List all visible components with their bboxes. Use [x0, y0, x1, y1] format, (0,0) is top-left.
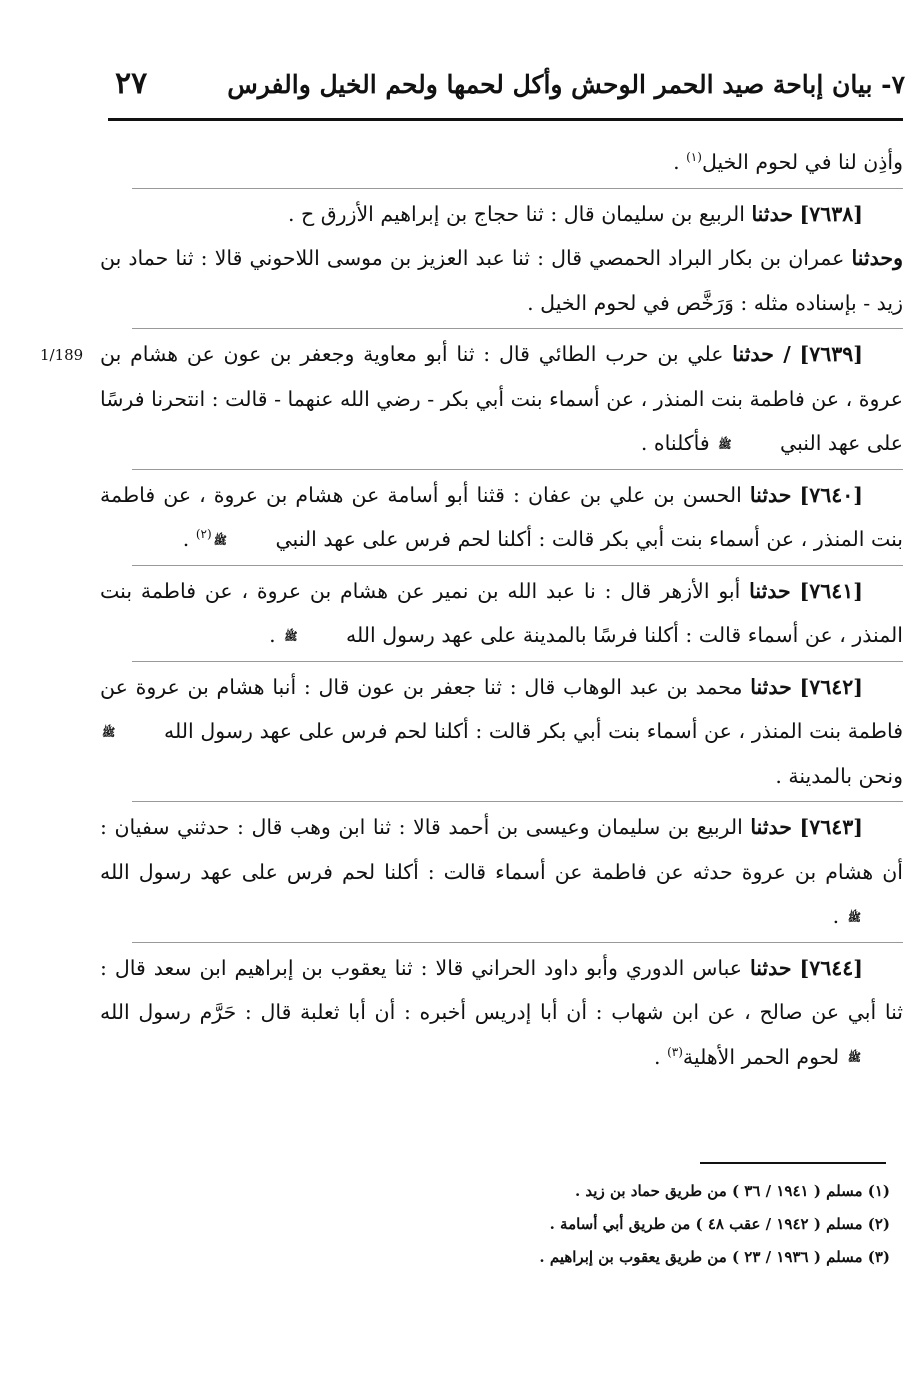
salawat-ligature: ﷺ	[718, 437, 732, 451]
hadith-text-end: .	[832, 904, 846, 928]
body-text	[100, 140, 903, 1079]
footnote-rule	[700, 1162, 886, 1164]
hadith-number: [٧٦٤١]	[799, 578, 863, 603]
hadith-7640	[100, 473, 903, 562]
hadith-text: الحسن بن علي بن عفان : قثنا أبو أسامة عن هشام بن عروة ، عن فاطمة بنت المنذر ، عن أسماء بنت أبي بكر قالت : أكلنا لحم فرس على عهد النبي	[100, 482, 903, 551]
footnotes	[100, 1175, 890, 1274]
hadith-keyword: حدثنا	[749, 578, 791, 603]
footnote-2: (٢) مسلم ( ١٩٤٢ / عقب ٤٨ ) من طريق أبي أسامة .	[549, 1215, 890, 1233]
hadith-keyword: حدثنا	[750, 955, 792, 980]
hadith-text-end: ونحن بالمدينة .	[775, 763, 903, 788]
hadith-text-end: .	[182, 527, 196, 551]
page-number: ٢٧	[115, 66, 148, 101]
footnote-marker: (١)	[686, 150, 702, 165]
hadith-number: [٧٦٤٣]	[799, 815, 863, 839]
footnote-1: (١) مسلم ( ١٩٤١ / ٣٦ ) من طريق حماد بن زيد .	[574, 1182, 890, 1200]
separator	[132, 801, 903, 802]
text-line-opening	[100, 140, 903, 185]
hadith-keyword: حدثنا	[751, 201, 794, 226]
hadith-text: عمران بن بكار البراد الحمصي قال : ثنا عبد العزيز بن موسى اللاحوني قالا : ثنا حماد بن زيد - بإسناده مثله : وَرَخَّص في لحوم الخيل .	[100, 246, 903, 315]
separator	[132, 661, 903, 662]
hadith-7638	[100, 192, 903, 237]
hadith-text: محمد بن عبد الوهاب قال : ثنا جعفر بن عون قال : أنبا هشام بن عروة عن فاطمة بنت المنذر ، عن أسماء بنت أبي بكر قالت : أكلنا لحم فرس على عهد رسول الله	[100, 674, 903, 743]
chapter-title: ٧- بيان إباحة صيد الحمر الوحش وأكل لحمها ولحم الخيل والفرس	[227, 70, 905, 99]
hadith-7641	[100, 569, 903, 658]
hadith-number: [٧٦٤٠]	[799, 482, 863, 507]
hadith-7642	[100, 665, 903, 799]
hadith-text: الربيع بن سليمان قال : ثنا حجاج بن إبراهيم الأزرق ح .	[287, 201, 745, 226]
footnote-marker: (٣)	[667, 1044, 683, 1059]
hadith-keyword: حدثنا	[750, 674, 792, 699]
salawat-ligature: ﷺ	[284, 629, 298, 643]
hadith-7644	[100, 946, 903, 1080]
salawat-ligature: ﷺ	[213, 533, 227, 547]
salawat-ligature: ﷺ	[102, 725, 116, 739]
separator	[132, 188, 903, 189]
hadith-number: [٧٦٣٩]	[799, 342, 863, 366]
footnote-marker: (٢)	[195, 527, 212, 542]
hadith-keyword: / حدثنا	[732, 342, 791, 366]
margin-manuscript-ref: 1/189	[40, 346, 84, 364]
hadith-7643	[100, 805, 903, 939]
separator	[132, 942, 903, 943]
salawat-ligature: ﷺ	[847, 1051, 861, 1064]
hadith-text-end: فأكلناه .	[640, 431, 717, 455]
hadith-7639	[100, 332, 903, 466]
hadith-number: [٧٦٤٢]	[799, 674, 863, 699]
hadith-7638-continued	[100, 236, 903, 325]
hadith-text: علي بن حرب الطائي قال : ثنا أبو معاوية وجعفر بن عون عن هشام بن عروة ، عن فاطمة بنت المنذر ، عن أسماء بنت أبي بكر - رضي الله عنهما - قالت : انتحرنا فرسًا على عهد النبي	[100, 342, 903, 455]
hadith-text: عباس الدوري وأبو داود الحراني قالا : ثنا يعقوب بن إبراهيم ابن سعد قال : ثنا أبي عن صالح ، عن ابن شهاب : أن أبا إدريس أخبره : أن أبا ثعلبة قال : حَرَّم رسول الله	[100, 955, 903, 1024]
hadith-text: أبو الأزهر قال : نا عبد الله بن نمير عن هشام بن عروة ، عن فاطمة بنت المنذر ، عن أسماء قالت : أكلنا فرسًا بالمدينة على عهد رسول الله	[100, 578, 903, 647]
hadith-text-continued: لحوم الحمر الأهلية	[682, 1044, 846, 1069]
hadith-number: [٧٦٤٤]	[799, 955, 863, 980]
text-end: .	[673, 150, 687, 174]
separator	[132, 328, 903, 329]
page-header	[105, 62, 905, 112]
separator	[132, 565, 903, 566]
footnote-3: (٣) مسلم ( ١٩٣٦ / ٢٣ ) من طريق يعقوب بن إبراهيم .	[539, 1248, 890, 1266]
text: وأذِن لنا في لحوم الخيل	[701, 150, 903, 174]
salawat-ligature: ﷺ	[847, 910, 861, 924]
hadith-keyword: حدثنا	[750, 815, 792, 839]
separator	[132, 469, 903, 470]
hadith-text-end: .	[654, 1044, 668, 1069]
hadith-text-end: .	[269, 623, 283, 647]
hadith-number: [٧٦٣٨]	[799, 201, 863, 226]
hadith-keyword: وحدثنا	[851, 246, 903, 270]
hadith-text: الربيع بن سليمان وعيسى بن أحمد قالا : ثنا ابن وهب قال : حدثني سفيان : أن هشام بن عروة حدثه عن فاطمة عن أسماء قالت : أكلنا لحم فرس على عهد رسول الله	[100, 815, 903, 884]
header-rule	[108, 118, 903, 121]
hadith-keyword: حدثنا	[749, 482, 792, 507]
